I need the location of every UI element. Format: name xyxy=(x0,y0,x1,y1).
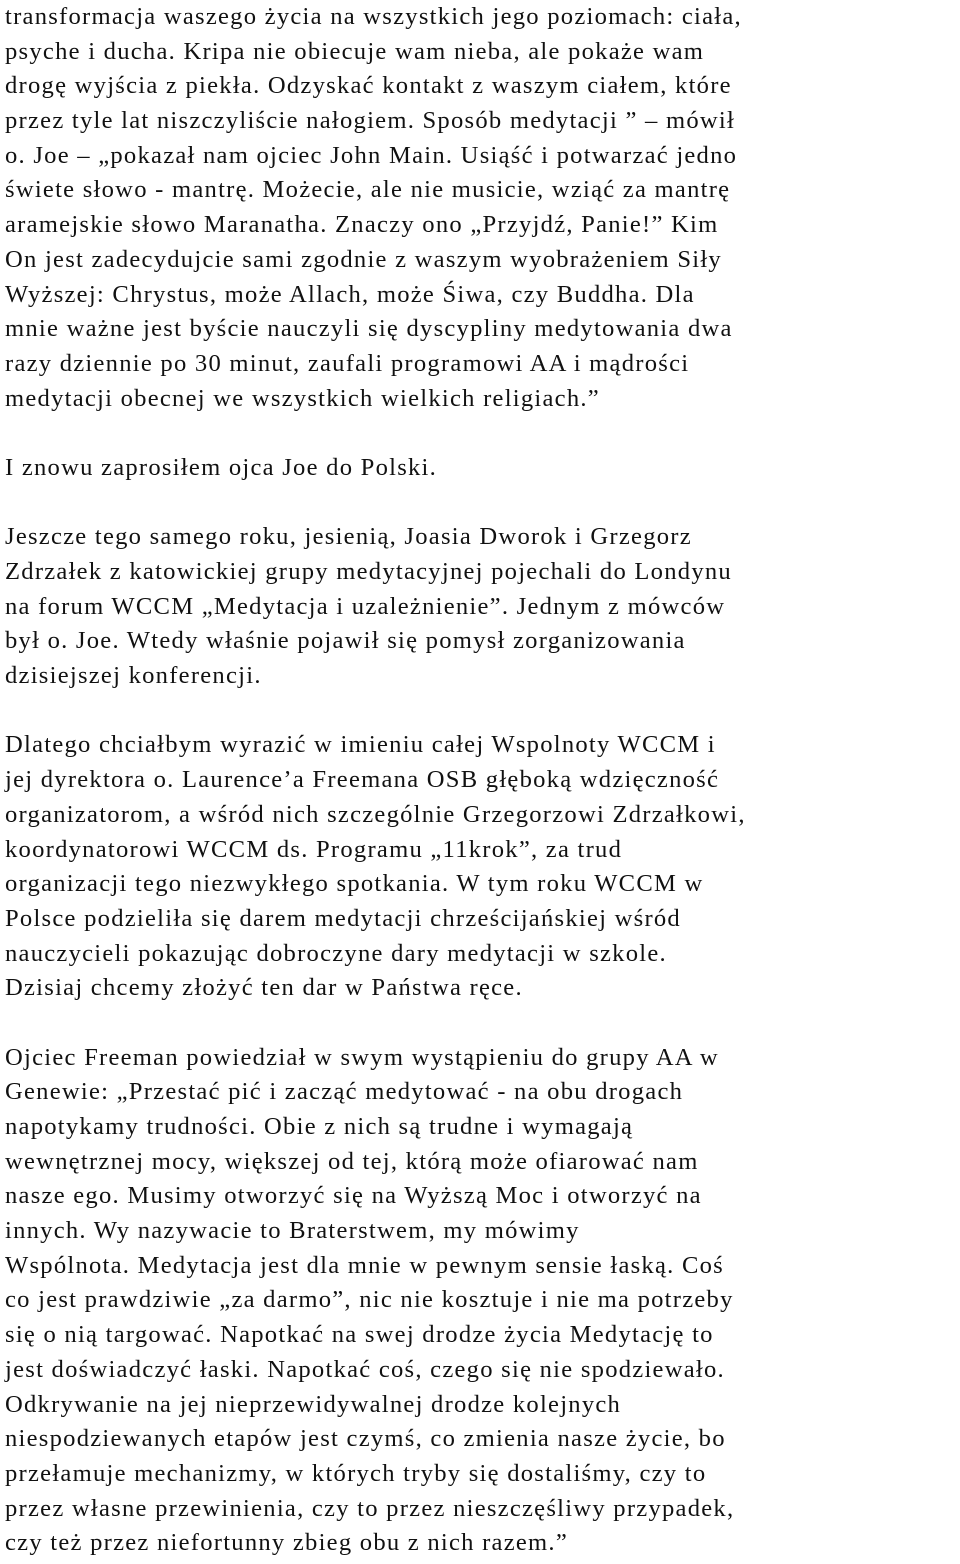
paragraph xyxy=(5,451,957,486)
text-line: organizacji tego niezwykłego spotkania. W tym roku WCCM w xyxy=(5,870,704,898)
text-line: Genewie: „Przestać pić i zacząć medytować - na obu drogach xyxy=(5,1078,684,1106)
text-line: był o. Joe. Wtedy właśnie pojawił się pomysł zorganizowania xyxy=(5,627,686,655)
text-line: Odkrywanie na jej nieprzewidywalnej drodze kolejnych xyxy=(5,1390,622,1418)
text-line: Wspólnota. Medytacja jest dla mnie w pewnym sensie łaską. Coś xyxy=(5,1251,724,1279)
text-line: przez własne przewinienia, czy to przez nieszczęśliwy przypadek, xyxy=(5,1494,735,1522)
text-line: medytacji obecnej we wszystkich wielkich religiach.” xyxy=(5,384,600,412)
text-line: świete słowo - mantrę. Możecie, ale nie musicie, wziąć za mantrę xyxy=(5,176,731,204)
paragraph xyxy=(5,0,957,416)
text-line: się o nią targować. Napotkać na swej drodze życia Medytację to xyxy=(5,1321,714,1349)
text-line: psyche i ducha. Kripa nie obiecuje wam nieba, ale pokaże wam xyxy=(5,37,705,65)
text-line: I znowu zaprosiłem ojca Joe do Polski. xyxy=(5,453,438,481)
text-line: co jest prawdziwie „za darmo”, nic nie kosztuje i nie ma potrzeby xyxy=(5,1286,734,1314)
text-line: koordynatorowi WCCM ds. Programu „11krok”, za trud xyxy=(5,835,623,863)
text-line: jest doświadczyć łaski. Napotkać coś, czego się nie spodziewało. xyxy=(5,1355,725,1383)
text-line: o. Joe – „pokazał nam ojciec John Main. Usiąść i potwarzać jedno xyxy=(5,141,738,169)
text-line: nasze ego. Musimy otworzyć się na Wyższą Moc i otworzyć na xyxy=(5,1182,702,1210)
text-line: na forum WCCM „Medytacja i uzależnienie”. Jednym z mówców xyxy=(5,592,726,620)
paragraph-spacer xyxy=(5,694,957,729)
text-line: przez tyle lat niszczyliście nałogiem. Sposób medytacji ” – mówił xyxy=(5,107,736,135)
text-line: razy dziennie po 30 minut, zaufali programowi AA i mądrości xyxy=(5,349,690,377)
text-line: Dzisiaj chcemy złożyć ten dar w Państwa ręce. xyxy=(5,974,523,1002)
text-line: Zdrzałek z katowickiej grupy medytacyjnej pojechali do Londynu xyxy=(5,558,732,585)
text-line: innych. Wy nazywacie to Braterstwem, my mówimy xyxy=(5,1217,580,1245)
text-line: drogę wyjścia z piekła. Odzyskać kontakt z waszym ciałem, które xyxy=(5,72,732,100)
text-line: jej dyrektora o. Laurence’a Freemana OSB głęboką wdzięczność xyxy=(5,766,720,794)
text-line: Jeszcze tego samego roku, jesienią, Joasia Dworok i Grzegorz xyxy=(5,523,692,551)
paragraph xyxy=(5,728,957,1006)
paragraph-spacer xyxy=(5,416,957,451)
text-line: niespodziewanych etapów jest czymś, co zmienia nasze życie, bo xyxy=(5,1425,726,1453)
text-line: przełamuje mechanizmy, w których tryby się dostaliśmy, czy to xyxy=(5,1459,707,1487)
text-line: transformacja waszego życia na wszystkich jego poziomach: ciała, xyxy=(5,3,742,30)
text-line: aramejskie słowo Maranatha. Znaczy ono „Przyjdź, Panie!” Kim xyxy=(5,211,719,239)
text-line: On jest zadecydujcie sami zgodnie z waszym wyobrażeniem Siły xyxy=(5,245,722,273)
text-line: Ojciec Freeman powiedział w swym wystąpieniu do grupy AA w xyxy=(5,1043,719,1071)
text-line: organizatorom, a wśród nich szczególnie Grzegorzowi Zdrzałkowi, xyxy=(5,800,746,828)
text-line: wewnętrznej mocy, większej od tej, którą może ofiarować nam xyxy=(5,1147,699,1175)
text-line: napotykamy trudności. Obie z nich są trudne i wymagają xyxy=(5,1113,634,1140)
text-line: Polsce podzieliła się darem medytacji chrześcijańskiej wśród xyxy=(5,904,681,932)
paragraph xyxy=(5,520,957,693)
text-line: nauczycieli pokazując dobroczyne dary medytacji w szkole. xyxy=(5,939,667,967)
text-line: mnie ważne jest byście nauczyli się dyscypliny medytowania dwa xyxy=(5,315,733,343)
paragraph-spacer xyxy=(5,1006,957,1041)
paragraph xyxy=(5,1041,957,1561)
paragraph-spacer xyxy=(5,486,957,521)
document-page xyxy=(5,0,957,1561)
text-line: dzisiejszej konferencji. xyxy=(5,662,262,690)
text-line: Wyższej: Chrystus, może Allach, może Śiwa, czy Buddha. Dla xyxy=(5,280,695,308)
text-line: Dlatego chciałbym wyrazić w imieniu całej Wspolnoty WCCM i xyxy=(5,731,716,759)
text-line: czy też przez niefortunny zbieg obu z nich razem.” xyxy=(5,1529,568,1557)
